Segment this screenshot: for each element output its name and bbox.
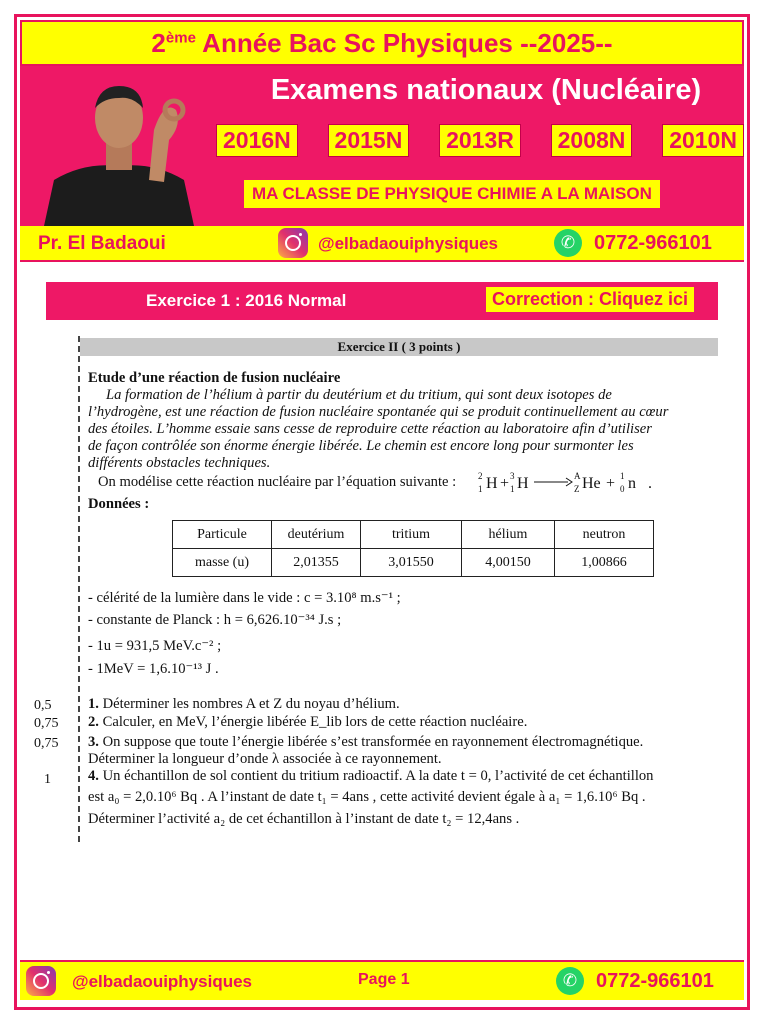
svg-text:He: He bbox=[582, 475, 601, 492]
svg-text:1: 1 bbox=[620, 471, 625, 481]
question-1: 1. Déterminer les nombres A et Z du noyau d’hélium. bbox=[88, 696, 400, 712]
data-line: - célérité de la lumière dans le vide : c = 3.10⁸ m.s⁻¹ ; bbox=[88, 590, 401, 606]
title-banner bbox=[20, 20, 744, 66]
year-badge[interactable]: 2010N bbox=[662, 124, 744, 157]
section-header: Exercice II ( 3 points ) bbox=[80, 338, 718, 356]
whatsapp-icon[interactable]: ✆ bbox=[554, 229, 582, 257]
instagram-icon[interactable] bbox=[26, 966, 56, 996]
svg-text:A: A bbox=[574, 471, 581, 481]
table-cell: 3,01550 bbox=[361, 549, 462, 577]
table-row bbox=[173, 549, 654, 577]
points-value: 0,5 bbox=[34, 698, 52, 713]
page-number: Page 1 bbox=[358, 971, 410, 988]
correction-link[interactable]: Correction : Cliquez ici bbox=[486, 287, 694, 312]
data-line: - 1u = 931,5 MeV.c⁻² ; bbox=[88, 638, 222, 654]
year-badge[interactable]: 2013R bbox=[439, 124, 521, 157]
intro-line: La formation de l’hélium à partir du deutérium et du tritium, qui sont deux isotopes de bbox=[106, 387, 612, 403]
points-value: 0,75 bbox=[34, 716, 59, 731]
donnees-label: Données : bbox=[88, 496, 150, 512]
question-3-cont: Déterminer la longueur d’onde λ associée à ce rayonnement. bbox=[88, 751, 442, 767]
table-cell: 2,01355 bbox=[272, 549, 361, 577]
instagram-handle[interactable]: @elbadaouiphysiques bbox=[72, 972, 253, 991]
table-cell: hélium bbox=[462, 521, 555, 549]
footer-bar bbox=[20, 960, 744, 1000]
equation-intro: On modélise cette réaction nucléaire par l’équation suivante : bbox=[98, 474, 457, 490]
svg-text:1: 1 bbox=[478, 484, 483, 494]
intro-line: différents obstacles techniques. bbox=[88, 455, 271, 471]
table-cell: neutron bbox=[555, 521, 654, 549]
intro-line: des étoiles. L’homme essaie sans cesse de reproduire cette réaction au laboratoire afin d’utiliser bbox=[88, 421, 652, 437]
phone-number[interactable]: 0772-966101 bbox=[596, 970, 714, 992]
year-badge[interactable]: 2015N bbox=[328, 124, 410, 157]
year-list bbox=[216, 124, 744, 157]
question-2: 2. Calculer, en MeV, l’énergie libérée E_lib lors de cette réaction nucléaire. bbox=[88, 714, 528, 730]
tagline: MA CLASSE DE PHYSIQUE CHIMIE A LA MAISON bbox=[244, 180, 660, 208]
table-row bbox=[173, 521, 654, 549]
exercise-bar bbox=[46, 282, 718, 320]
table-cell: 1,00866 bbox=[555, 549, 654, 577]
intro-line: de façon contrôlée son énorme énergie libérée. Le chemin est encore long pour surmonter les bbox=[88, 438, 634, 454]
data-line: - constante de Planck : h = 6,626.10⁻³⁴ J.s ; bbox=[88, 612, 342, 628]
question-4-cont: Déterminer l’activité a₂ de cet échantillon à l’instant de date t₂ = 12,4ans . bbox=[88, 811, 520, 827]
year-badge[interactable]: 2008N bbox=[551, 124, 633, 157]
margin-divider bbox=[78, 336, 80, 842]
nuclear-equation bbox=[472, 468, 672, 496]
data-line: - 1MeV = 1,6.10⁻¹³ J . bbox=[88, 661, 219, 677]
svg-text:.: . bbox=[648, 475, 652, 492]
exercise-title: Exercice 1 : 2016 Normal bbox=[146, 291, 347, 310]
instagram-handle[interactable]: @elbadaouiphysiques bbox=[318, 234, 499, 253]
whatsapp-icon[interactable]: ✆ bbox=[556, 967, 584, 995]
svg-text:H: H bbox=[486, 475, 498, 492]
svg-text:1: 1 bbox=[510, 484, 515, 494]
svg-text:2: 2 bbox=[478, 471, 483, 481]
mass-table bbox=[172, 520, 654, 577]
table-cell: tritium bbox=[361, 521, 462, 549]
phone-number[interactable]: 0772-966101 bbox=[594, 232, 712, 254]
question-4-cont: est a₀ = 2,0.10⁶ Bq . A l’instant de date t₁ = 4ans , cette activité devient égale à a₁ = 1,6.10⁶ Bq . bbox=[88, 789, 646, 805]
svg-text:+: + bbox=[606, 475, 616, 492]
svg-text:0: 0 bbox=[620, 484, 625, 494]
page-title: 2ème Année Bac Sc Physiques --2025-- bbox=[151, 27, 613, 58]
table-cell: 4,00150 bbox=[462, 549, 555, 577]
instagram-icon[interactable] bbox=[278, 228, 308, 258]
points-value: 0,75 bbox=[34, 736, 59, 751]
professor-photo bbox=[24, 70, 214, 226]
svg-text:H: H bbox=[517, 475, 529, 492]
svg-text:n: n bbox=[628, 475, 636, 492]
table-cell: masse (u) bbox=[173, 549, 272, 577]
year-badge[interactable]: 2016N bbox=[216, 124, 298, 157]
intro-line: l’hydrogène, est une réaction de fusion nucléaire spontanée qui se produit continuellement au cœur bbox=[88, 404, 669, 420]
svg-text:3: 3 bbox=[510, 471, 515, 481]
svg-text:+: + bbox=[500, 475, 510, 492]
points-value: 1 bbox=[44, 772, 51, 787]
question-3: 3. On suppose que toute l’énergie libérée s’est transformée en rayonnement électromagnétique. bbox=[88, 734, 644, 750]
table-cell: Particule bbox=[173, 521, 272, 549]
professor-name: Pr. El Badaoui bbox=[38, 233, 166, 254]
contact-bar bbox=[20, 226, 744, 262]
table-cell: deutérium bbox=[272, 521, 361, 549]
subtitle: Examens nationaux (Nucléaire) bbox=[270, 74, 702, 106]
svg-text:Z: Z bbox=[574, 484, 580, 494]
question-4: 4. Un échantillon de sol contient du tritium radioactif. A la date t = 0, l’activité de cet échantillon bbox=[88, 768, 654, 784]
doc-heading: Etude d’une réaction de fusion nucléaire bbox=[88, 370, 341, 386]
